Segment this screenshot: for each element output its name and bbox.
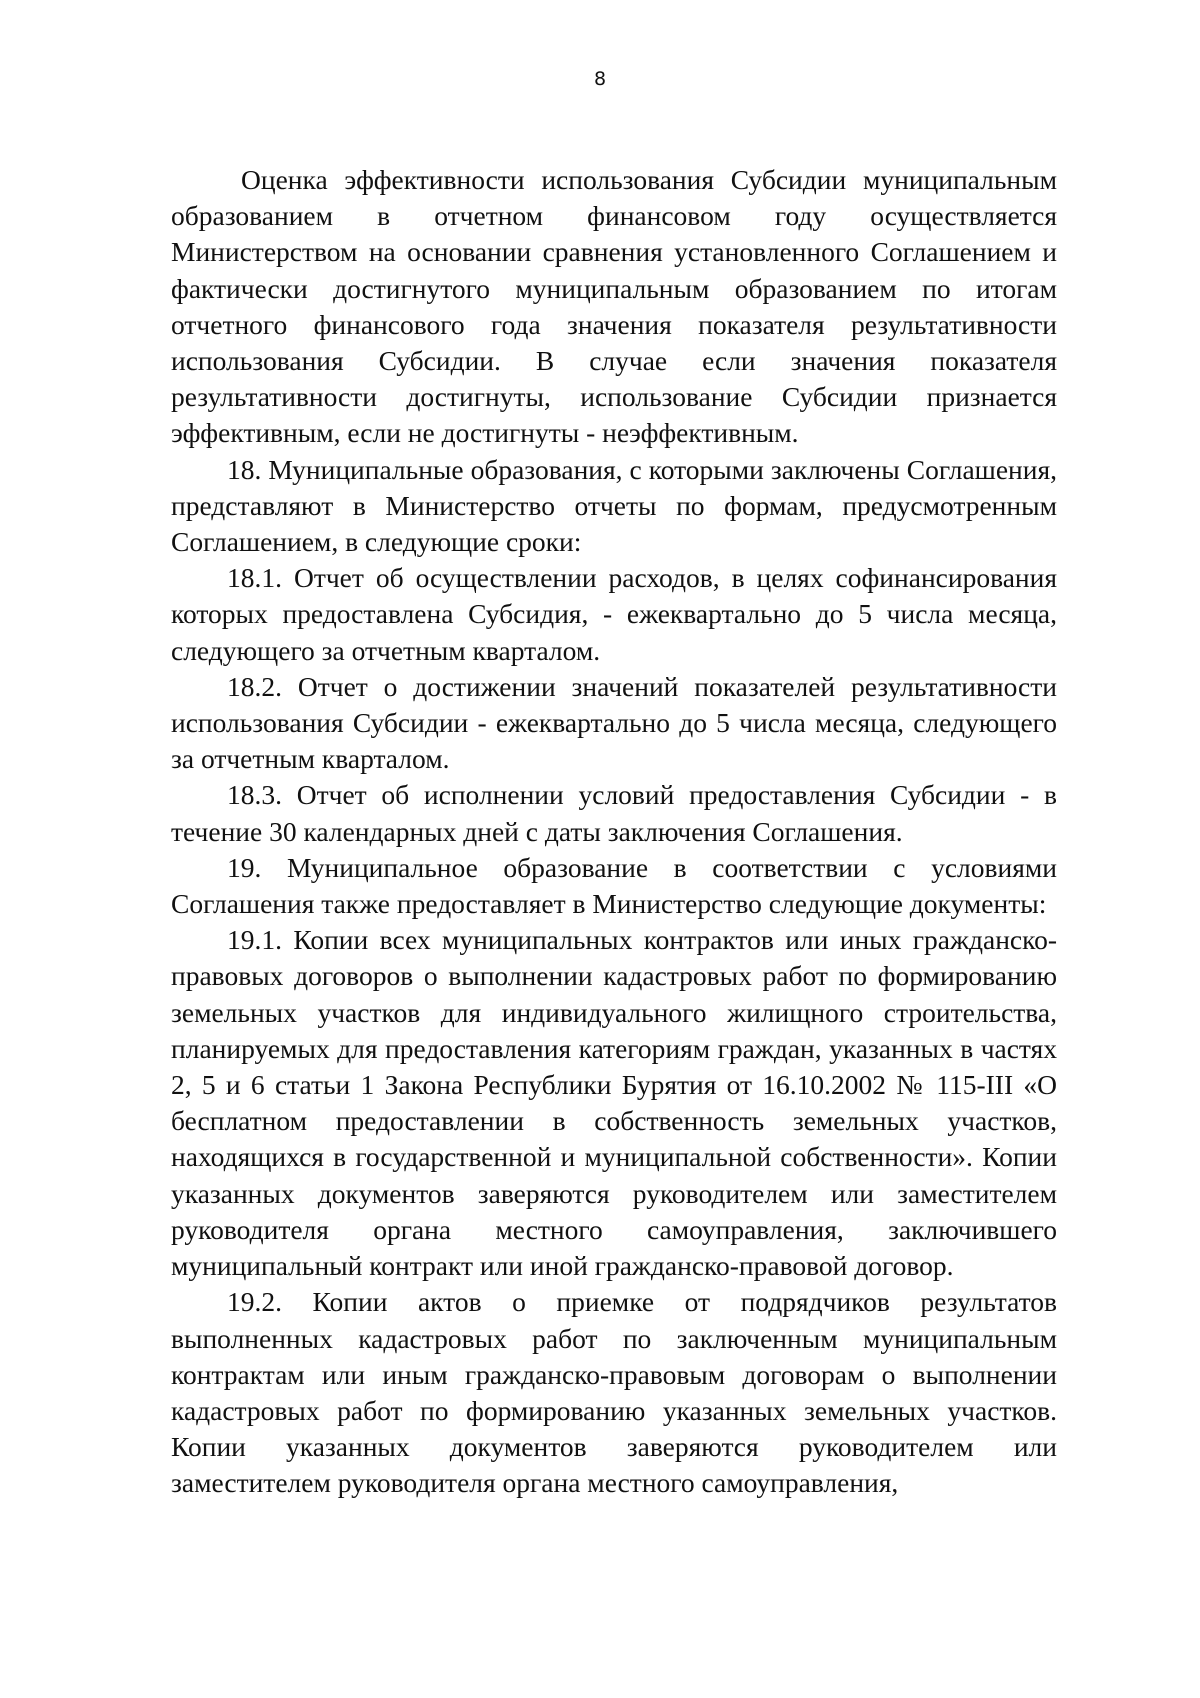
paragraph-18-2: 18.2. Отчет о достижении значений показателей результативности использования Субсидии - ежеквартально до 5 числа месяца, следующего за отчетным кварталом. — [171, 670, 1057, 775]
document-body — [171, 162, 1057, 1502]
paragraph-efficiency-assessment: Оценка эффективности использования Субсидии муниципальным образованием в отчетном финансовом году осуществляется Министерством на основании сравнения установленного Соглашением и фактически достигнутого муниципальным образованием по итогам отчетного финансового года значения показателя результативности использования Субсидии. В случае если значения показателя результативности достигнуты, использование Субсидии признается эффективным, если не достигнуты - неэффективным. — [171, 164, 1057, 449]
paragraph-18-3: 18.3. Отчет об исполнении условий предоставления Субсидии - в течение 30 календарных дней с даты заключения Соглашения. — [171, 779, 1057, 847]
paragraph-19-2: 19.2. Копии актов о приемке от подрядчиков результатов выполненных кадастровых работ по заключенным муниципальным контрактам или иным гражданско-правовым договорам о выполнении кадастровых работ по формированию указанных земельных участков. Копии указанных документов заверяются руководителем или заместителем руководителя органа местного самоуправления, — [171, 1286, 1057, 1499]
page-number: 8 — [593, 68, 607, 90]
paragraph-18-1: 18.1. Отчет об осуществлении расходов, в целях софинансирования которых предоставлена Субсидия, - ежеквартально до 5 числа месяца, следующего за отчетным кварталом. — [171, 562, 1057, 666]
paragraph-19-1: 19.1. Копии всех муниципальных контрактов или иных гражданско-правовых договоров о выполнении кадастровых работ по формированию земельных участков для индивидуального жилищного строительства, планируемых для предоставления категориям граждан, указанных в частях 2, 5 и 6 статьи 1 Закона Республики Бурятия от 16.10.2002 № 115-III «О бесплатном предоставлении в собственность земельных участков, находящихся в государственной и муниципальной собственности». Копии указанных документов заверяются руководителем или заместителем руководителя органа местного самоуправления, заключившего муниципальный контракт или иной гражданско-правовой договор. — [171, 924, 1057, 1282]
paragraph-18: 18. Муниципальные образования, с которыми заключены Соглашения, представляют в Министерство отчеты по формам, предусмотренным Соглашением, в следующие сроки: — [171, 453, 1057, 558]
paragraph-19: 19. Муниципальное образование в соответствии с условиями Соглашения также предоставляет в Министерство следующие документы: — [171, 851, 1057, 920]
